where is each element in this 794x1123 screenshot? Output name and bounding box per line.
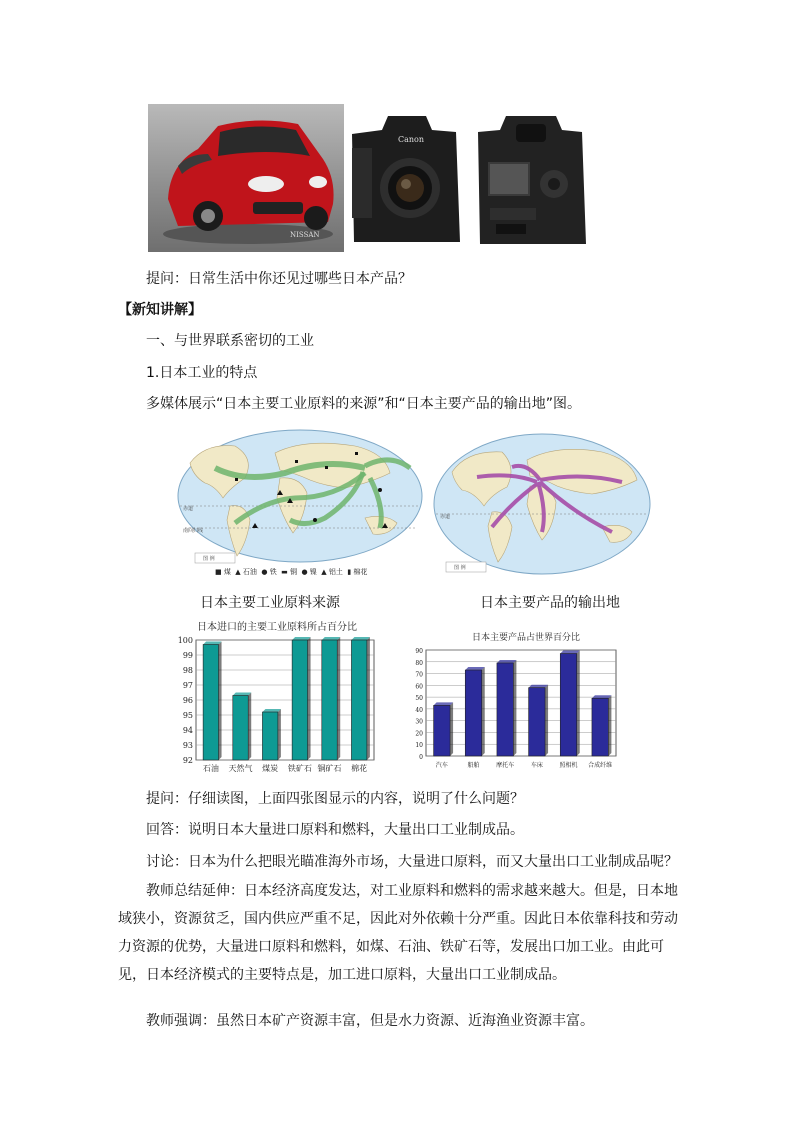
- x-tick-label: 车床: [530, 762, 543, 769]
- y-tick-label: 95: [182, 711, 193, 720]
- y-tick-label: 40: [415, 706, 423, 714]
- camera-back-photo: [476, 112, 588, 250]
- bar: [592, 698, 608, 756]
- chart-product-title: 日本主要产品占世界百分比: [471, 633, 581, 643]
- y-tick-label: 10: [415, 742, 423, 750]
- y-tick-label: 70: [415, 671, 423, 679]
- question-analysis: 提问：仔细读图，上面四张图显示的内容，说明了什么问题？: [146, 791, 524, 807]
- bar: [262, 712, 277, 760]
- bar-top: [262, 709, 280, 712]
- chart-product-share: [408, 628, 622, 778]
- tropic-label: 南回归线: [183, 528, 204, 534]
- chart-import-share: [174, 618, 380, 778]
- y-tick-label: 100: [177, 636, 193, 645]
- y-tick-label: 98: [182, 666, 193, 675]
- bar-top: [592, 695, 611, 698]
- map-legend-title: 图 例: [203, 556, 215, 562]
- bar-side: [248, 693, 251, 761]
- bar: [434, 705, 450, 756]
- bar-top: [292, 637, 310, 640]
- bar-side: [219, 642, 222, 761]
- bar-side: [482, 667, 485, 756]
- car-photo: [148, 104, 344, 252]
- bar: [322, 640, 337, 760]
- subsection-item: 1.日本工业的特点: [146, 365, 258, 381]
- x-tick-label: 汽车: [435, 762, 448, 769]
- bar: [203, 645, 218, 761]
- svg-text:NISSAN: NISSAN: [290, 231, 320, 239]
- bar-side: [308, 637, 311, 760]
- bar-side: [367, 637, 370, 760]
- legend-cotton: ▮ 棉花: [347, 568, 368, 576]
- y-tick-label: 92: [182, 756, 193, 765]
- equator-label: 赤道: [183, 506, 194, 512]
- map-right-caption: 日本主要产品的输出地: [480, 595, 620, 611]
- question-daily-products: 提问：日常生活中你还见过哪些日本产品？: [146, 271, 412, 287]
- bar-side: [545, 685, 548, 756]
- x-tick-label: 铜矿石: [317, 764, 342, 773]
- bar-top: [233, 693, 251, 696]
- legend-copper: ▬ 铜: [281, 568, 297, 576]
- chart-import-title: 日本进口的主要工业原料所占百分比: [197, 622, 357, 633]
- y-tick-label: 50: [415, 695, 423, 703]
- legend-coal: ■ 煤: [215, 568, 231, 576]
- x-tick-label: 摩托车: [496, 762, 515, 769]
- x-tick-label: 棉花: [351, 764, 368, 773]
- media-intro-text: 多媒体展示“日本主要工业原料的来源”和“日本主要产品的输出地”图。: [146, 396, 582, 412]
- y-tick-label: 80: [415, 659, 423, 667]
- chart-product-svg: [408, 628, 622, 778]
- chart-import-svg: [174, 618, 380, 778]
- x-tick-label: 天然气: [228, 764, 253, 773]
- camera-brand-label: Canon: [398, 135, 425, 144]
- bar-top: [434, 702, 453, 705]
- y-tick-label: 90: [415, 648, 423, 655]
- teacher-summary: 教师总结延伸：日本经济高度发达，对工业原料和燃料的需求越来越大。但是，日本地域狭小，资源贫乏，国内供应严重不足，因此对外依赖十分严重。因此日本依靠科技和劳动力资源的优势，大量进口原料和燃料，如煤、石油、铁矿石等，发展出口加工业。由此可见，日本经济模式的主要特点是，加工进口原料，大量出口工业制成品。: [118, 883, 678, 983]
- y-tick-label: 97: [182, 681, 193, 690]
- teacher-emphasis: 教师强调：虽然日本矿产资源丰富，但是水力资源、近海渔业资源丰富。: [146, 1013, 594, 1029]
- y-tick-label: 93: [182, 741, 193, 750]
- bar-side: [608, 695, 611, 756]
- y-tick-label: 20: [415, 730, 423, 738]
- y-tick-label: 96: [182, 696, 193, 705]
- bar: [292, 640, 307, 760]
- x-tick-label: 合成纤维: [588, 762, 613, 769]
- y-tick-label: 60: [415, 683, 423, 691]
- camera-front-photo: [348, 108, 466, 250]
- bar-side: [513, 660, 516, 756]
- plot-area: [426, 650, 616, 756]
- bar-side: [337, 637, 340, 760]
- bar: [233, 696, 248, 761]
- legend-bauxite: ▲ 铝土: [321, 568, 343, 576]
- bar-top: [497, 660, 516, 663]
- bar-top: [560, 651, 579, 654]
- bar-top: [203, 642, 221, 645]
- map-left-caption: 日本主要工业原料来源: [200, 595, 340, 611]
- bar-side: [278, 709, 281, 760]
- x-tick-label: 石油: [202, 764, 219, 773]
- y-tick-label: 0: [419, 754, 423, 761]
- bar: [529, 688, 545, 756]
- bar: [351, 640, 366, 760]
- legend-oil: ▲ 石油: [235, 568, 257, 576]
- x-tick-label: 铁矿石: [287, 764, 312, 773]
- y-tick-label: 99: [182, 651, 193, 660]
- map-raw-material-sources: [175, 428, 425, 578]
- equator-label-right: 赤道: [440, 514, 451, 520]
- bar-top: [465, 667, 484, 670]
- answer-analysis: 回答：说明日本大量进口原料和燃料，大量出口工业制成品。: [146, 822, 524, 838]
- bar: [497, 663, 513, 756]
- x-tick-label: 照相机: [559, 762, 578, 769]
- bar-top: [322, 637, 340, 640]
- bar: [560, 654, 576, 756]
- bar-side: [450, 702, 453, 756]
- subsection-title: 一、与世界联系密切的工业: [146, 333, 314, 349]
- bar-top: [351, 637, 369, 640]
- y-tick-label: 94: [182, 726, 193, 735]
- bar-top: [529, 685, 548, 688]
- discussion-question: 讨论：日本为什么把眼光瞄准海外市场，大量进口原料，而又大量出口工业制成品呢？: [146, 854, 678, 870]
- map-right-legend-title: 图 例: [454, 565, 466, 571]
- legend-nickel: ● 镍: [301, 568, 317, 576]
- x-tick-label: 船舶: [467, 762, 480, 769]
- section-header: 【新知讲解】: [118, 302, 202, 318]
- bar: [465, 670, 481, 756]
- legend-iron: ● 铁: [261, 568, 277, 576]
- map-export-destinations: [432, 432, 652, 578]
- x-tick-label: 煤炭: [262, 764, 279, 773]
- bar-side: [577, 651, 580, 756]
- y-tick-label: 30: [415, 718, 423, 726]
- map-left-legend: [215, 567, 367, 577]
